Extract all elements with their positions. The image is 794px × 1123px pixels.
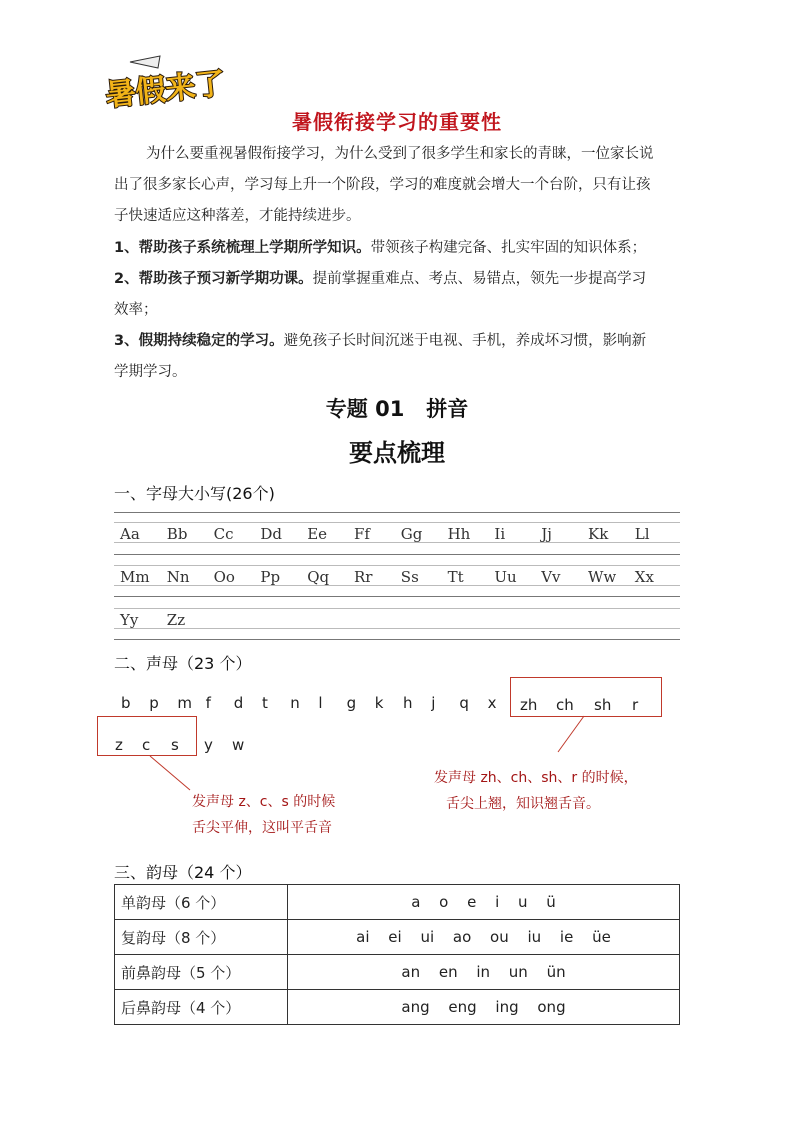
yunmu-value: a o e i u ü: [288, 885, 680, 920]
alphabet-letter: Mm: [120, 568, 150, 586]
logo-text: 暑假来了: [104, 66, 228, 114]
yunmu-value: ang eng ing ong: [288, 990, 680, 1025]
page-title: 暑假衔接学习的重要性: [292, 110, 502, 134]
shengmu-item: d: [233, 694, 244, 712]
yunmu-value: an en in un ün: [288, 955, 680, 990]
alphabet-letter: Kk: [588, 525, 609, 543]
shengmu-item: y: [204, 736, 213, 754]
alphabet-letter: Aa: [120, 525, 140, 543]
table-row: [115, 885, 680, 920]
yunmu-label: 复韵母（8 个）: [115, 920, 288, 955]
alphabet-letter: Rr: [354, 568, 373, 586]
yunmu-label: 前鼻韵母（5 个）: [115, 955, 288, 990]
qiao-connector: [558, 716, 584, 752]
alphabet-letter: Ww: [588, 568, 617, 586]
alphabet-letter: Ii: [494, 525, 506, 543]
shengmu-item: m: [177, 694, 193, 712]
ping-note: [192, 789, 335, 841]
alphabet-letter: Xx: [634, 568, 654, 586]
alphabet-letter: Ff: [354, 525, 370, 543]
qiao-note-1: 发声母 zh、ch、sh、r 的时候，: [434, 770, 638, 786]
shengmu-item: x: [487, 694, 497, 712]
qiao-note: [434, 765, 638, 817]
alphabet-letter: Ll: [634, 525, 650, 543]
shengmu-item: f: [205, 694, 211, 712]
alphabet-letter: Zz: [166, 611, 186, 629]
shengmu-qiao-item: sh: [594, 696, 612, 714]
alphabet-letter: Yy: [120, 611, 139, 629]
ping-connector: [150, 756, 190, 790]
alphabet-letter: Nn: [166, 568, 190, 586]
shengmu-item: k: [374, 694, 384, 712]
topic-title: 专题 01 拼音: [325, 397, 469, 421]
yunmu-value: ai ei ui ao ou iu ie üe: [288, 920, 680, 955]
section1-heading: 一、字母大小写(26个): [114, 484, 275, 503]
alphabet-letter: Uu: [494, 568, 517, 586]
alphabet-letter: Dd: [260, 525, 283, 543]
topic-subtitle: 要点梳理: [349, 439, 445, 467]
shengmu-ping-item: c: [142, 736, 151, 754]
point-3-text: 避免孩子长时间沉迷于电视、手机，养成坏习惯，影响新: [283, 333, 647, 349]
point-3-bold: 3、假期持续稳定的学习。: [114, 333, 284, 349]
qiao-note-2: 舌尖上翘，知识翘舌音。: [446, 796, 600, 812]
section2-heading: 二、声母（23 个）: [114, 654, 252, 673]
shengmu-ping-item: z: [115, 736, 123, 754]
shengmu-item: g: [346, 694, 357, 712]
section3-heading: 三、韵母（24 个）: [114, 863, 252, 882]
point-1-bold: 1、帮助孩子系统梳理上学期所学知识。: [114, 240, 371, 256]
ping-note-2: 舌尖平伸，这叫平舌音: [192, 820, 332, 836]
shengmu-item: n: [290, 694, 300, 712]
table-row: [115, 990, 680, 1025]
shengmu-item: q: [459, 694, 469, 712]
shengmu-item: t: [262, 694, 268, 712]
alphabet-letter: Qq: [307, 568, 330, 586]
yunmu-label: 单韵母（6 个）: [115, 885, 288, 920]
intro-line-2: 出了很多家长心声，学习每上升一个阶段，学习的难度就会增大一个台阶，只有让孩: [114, 177, 651, 193]
shengmu-item: p: [149, 694, 159, 712]
alphabet-letter: Tt: [447, 568, 464, 586]
alphabet-letter: Gg: [400, 525, 423, 543]
yunmu-label: 后鼻韵母（4 个）: [115, 990, 288, 1025]
alphabet-letter: Pp: [260, 568, 281, 586]
shengmu-qiao-item: zh: [520, 696, 538, 714]
shengmu-item: l: [318, 694, 323, 712]
alphabet-letter: Vv: [541, 568, 561, 586]
shengmu-qiao-item: r: [632, 696, 639, 714]
shengmu-item: h: [403, 694, 413, 712]
intro-line-1: 为什么要重视暑假衔接学习，为什么受到了很多学生和家长的青睐，一位家长说: [146, 146, 654, 162]
point-2-bold: 2、帮助孩子预习新学期功课。: [114, 271, 313, 287]
shengmu-item: j: [431, 694, 436, 712]
point-2-text: 提前掌握重难点、考点、易错点，领先一步提高学习: [312, 271, 647, 287]
ping-note-1: 发声母 z、c、s 的时候: [192, 794, 336, 810]
alphabet-letter: Oo: [213, 568, 235, 586]
table-row: [115, 920, 680, 955]
shengmu-item: w: [232, 736, 245, 754]
alphabet-letter: Bb: [166, 525, 188, 543]
point-3-text-cont: 学期学习。: [114, 364, 187, 380]
alphabet-letter: Ee: [307, 525, 328, 543]
alphabet-letter: Hh: [447, 525, 471, 543]
alphabet-letter: Cc: [213, 525, 234, 543]
shengmu-item: b: [121, 694, 131, 712]
alphabet-letter: Jj: [541, 525, 552, 543]
point-1-text: 带领孩子构建完备、扎实牢固的知识体系；: [370, 240, 647, 256]
intro-line-3: 子快速适应这种落差，才能持续进步。: [114, 208, 361, 224]
table-row: [115, 955, 680, 990]
point-2-text-cont: 效率；: [114, 302, 158, 318]
yunmu-table: [114, 884, 680, 1025]
shengmu-ping-item: s: [171, 736, 179, 754]
shengmu-qiao-item: ch: [556, 696, 574, 714]
alphabet-letter: Ss: [400, 568, 419, 586]
